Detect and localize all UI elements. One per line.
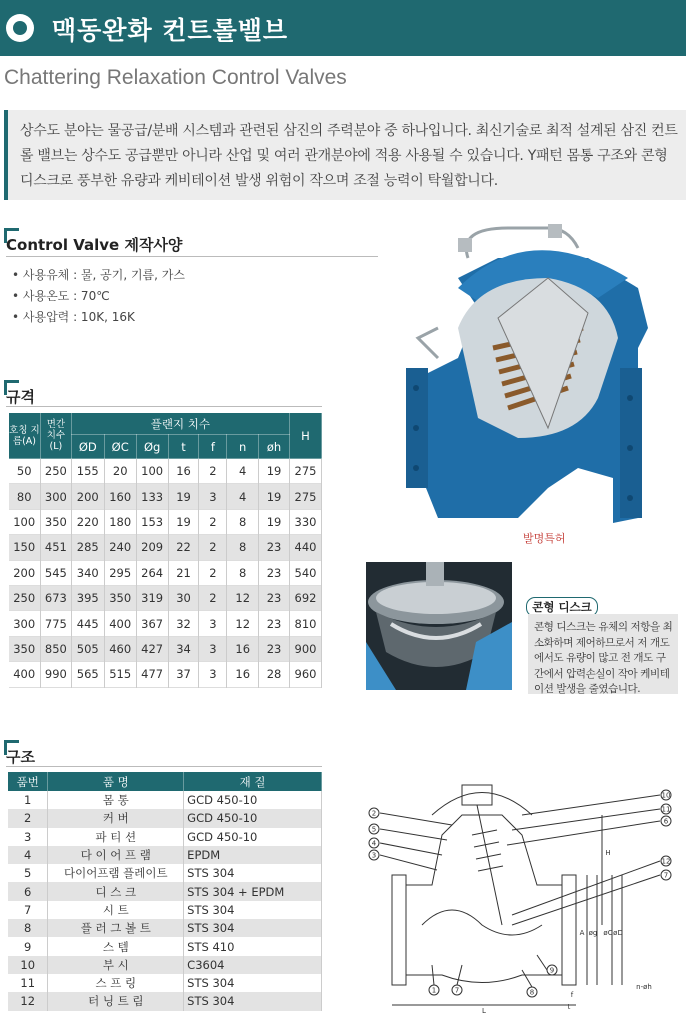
- size-row: [9, 459, 322, 484]
- size-cell: 960: [289, 662, 321, 687]
- col-part-name: 품 명: [48, 772, 184, 791]
- size-cell: 692: [289, 585, 321, 610]
- drawing-label-7b: 7: [454, 986, 460, 995]
- size-cell: 900: [289, 636, 321, 661]
- part-material: STS 304: [184, 864, 322, 882]
- part-name: 스 템: [48, 937, 184, 955]
- size-cell: 540: [289, 560, 321, 585]
- cone-disc-description-box: [528, 614, 678, 694]
- part-name: 커 버: [48, 809, 184, 827]
- part-material: STS 304 + EPDM: [184, 882, 322, 900]
- part-number: 8: [8, 919, 48, 937]
- size-cell: 673: [40, 585, 71, 610]
- size-cell: 155: [71, 459, 104, 484]
- spec-heading: Control Valve 제작사양: [6, 236, 183, 254]
- col-f: f: [199, 435, 227, 459]
- size-cell: 250: [9, 585, 41, 610]
- col-od: ØD: [71, 435, 104, 459]
- size-row: [9, 611, 322, 636]
- part-row: [8, 937, 322, 955]
- part-name: 터 닝 트 림: [48, 992, 184, 1010]
- size-cell: 12: [227, 585, 259, 610]
- size-row: [9, 662, 322, 687]
- size-cell: 23: [259, 585, 290, 610]
- size-cell: 440: [289, 535, 321, 560]
- part-name: 파 티 션: [48, 828, 184, 846]
- size-cell: 3: [199, 636, 227, 661]
- size-cell: 19: [259, 459, 290, 484]
- size-cell: 545: [40, 560, 71, 585]
- drawing-label-2: 2: [371, 809, 377, 818]
- size-row: [9, 535, 322, 560]
- size-cell: 23: [259, 535, 290, 560]
- dim-f: f: [570, 991, 574, 999]
- size-cell: 400: [104, 611, 136, 636]
- size-cell: 565: [71, 662, 104, 687]
- part-material: STS 304: [184, 919, 322, 937]
- part-material: STS 304: [184, 974, 322, 992]
- patent-label: 발명특허: [523, 532, 566, 545]
- size-cell: 2: [199, 459, 227, 484]
- part-row: [8, 919, 322, 937]
- part-material: GCD 450-10: [184, 791, 322, 809]
- part-material: STS 304: [184, 992, 322, 1010]
- structure-heading: 구조: [6, 748, 35, 766]
- part-row: [8, 882, 322, 900]
- size-cell: 240: [104, 535, 136, 560]
- part-row: [8, 901, 322, 919]
- part-number: 11: [8, 974, 48, 992]
- col-nominal-size: 호칭 지름(A): [9, 413, 41, 459]
- size-cell: 2: [199, 535, 227, 560]
- drawing-label-6: 6: [663, 817, 669, 826]
- part-number: 12: [8, 992, 48, 1010]
- size-cell: 30: [168, 585, 199, 610]
- part-row: [8, 828, 322, 846]
- size-cell: 330: [289, 509, 321, 534]
- size-cell: 150: [9, 535, 41, 560]
- col-oh: øh: [259, 435, 290, 459]
- size-cell: 2: [199, 560, 227, 585]
- part-material: GCD 450-10: [184, 828, 322, 846]
- dim-h: H: [605, 849, 611, 857]
- size-cell: 16: [227, 662, 259, 687]
- drawing-label-8: 8: [529, 988, 535, 997]
- size-table: [8, 412, 322, 688]
- col-flange: 플랜지 치수: [71, 413, 289, 435]
- header-circle-icon: [6, 14, 34, 42]
- part-name: 플 러 그 볼 트: [48, 919, 184, 937]
- part-material: EPDM: [184, 846, 322, 864]
- part-name: 부 시: [48, 956, 184, 974]
- part-number: 10: [8, 956, 48, 974]
- cone-disc-photo: [366, 562, 512, 690]
- size-cell: 477: [136, 662, 168, 687]
- spec-item-temperature: • 사용온도 : 70℃: [12, 289, 110, 303]
- size-row: [9, 560, 322, 585]
- dim-c: øC: [603, 929, 613, 937]
- part-row: [8, 791, 322, 809]
- drawing-label-5: 5: [371, 825, 377, 834]
- drawing-label-10: 10: [661, 791, 671, 800]
- part-number: 2: [8, 809, 48, 827]
- size-cell: 21: [168, 560, 199, 585]
- size-cell: 350: [104, 585, 136, 610]
- drawing-label-1: 1: [431, 986, 437, 995]
- part-material: STS 410: [184, 937, 322, 955]
- part-number: 9: [8, 937, 48, 955]
- size-cell: 451: [40, 535, 71, 560]
- intro-box: [4, 110, 686, 200]
- size-cell: 350: [9, 636, 41, 661]
- size-divider: [6, 406, 322, 407]
- size-cell: 160: [104, 484, 136, 509]
- col-n: n: [227, 435, 259, 459]
- intro-text: 상수도 분야는 물공급/분배 시스템과 관련된 삼진의 주력분야 중 하나입니다. 최신기술로 최적 설계된 삼진 컨트롤 밸브는 상수도 공급뿐만 아니라 산업 및 여러 관개분야에 적용 사용될 수 있습니다. Y패턴 몸통 구조와 콘형디스크로 풍부한 유량과 케비테이션 발생 위험이 작으며 조절 능력이 탁월합니다.: [20, 123, 678, 189]
- size-cell: 220: [71, 509, 104, 534]
- size-cell: 19: [259, 509, 290, 534]
- page-subtitle: Chattering Relaxation Control Valves: [4, 66, 347, 89]
- drawing-label-11: 11: [661, 805, 671, 814]
- size-cell: 367: [136, 611, 168, 636]
- drawing-label-9: 9: [549, 966, 555, 975]
- size-cell: 775: [40, 611, 71, 636]
- part-material: C3604: [184, 956, 322, 974]
- col-og: Øg: [136, 435, 168, 459]
- dim-l: L: [482, 1007, 486, 1015]
- part-name: 디 스 크: [48, 882, 184, 900]
- size-cell: 153: [136, 509, 168, 534]
- part-row: [8, 974, 322, 992]
- cone-disc-label: 콘형 디스크: [526, 597, 598, 617]
- size-row: [9, 585, 322, 610]
- valve-technical-drawing: [362, 775, 684, 1015]
- size-cell: 285: [71, 535, 104, 560]
- size-cell: 275: [289, 484, 321, 509]
- size-cell: 460: [104, 636, 136, 661]
- size-cell: 810: [289, 611, 321, 636]
- size-row: [9, 484, 322, 509]
- part-material: GCD 450-10: [184, 809, 322, 827]
- size-cell: 2: [199, 585, 227, 610]
- size-cell: 19: [259, 484, 290, 509]
- drawing-label-3: 3: [371, 851, 377, 860]
- size-cell: 209: [136, 535, 168, 560]
- col-material: 재 질: [184, 772, 322, 791]
- size-cell: 3: [199, 662, 227, 687]
- dim-n-h: n-øh: [636, 983, 652, 991]
- part-name: 다이어프램 플레이트: [48, 864, 184, 882]
- size-heading: 규격: [6, 388, 35, 406]
- size-cell: 8: [227, 509, 259, 534]
- size-cell: 80: [9, 484, 41, 509]
- size-cell: 16: [227, 636, 259, 661]
- part-name: 시 트: [48, 901, 184, 919]
- size-cell: 4: [227, 459, 259, 484]
- size-cell: 28: [259, 662, 290, 687]
- part-number: 1: [8, 791, 48, 809]
- spec-item-fluid: • 사용유체 : 물, 공기, 기름, 가스: [12, 268, 185, 282]
- drawing-label-12: 12: [661, 857, 671, 866]
- dim-t: t: [567, 1003, 571, 1011]
- size-cell: 19: [168, 484, 199, 509]
- size-cell: 515: [104, 662, 136, 687]
- size-cell: 264: [136, 560, 168, 585]
- size-cell: 8: [227, 535, 259, 560]
- size-cell: 400: [9, 662, 41, 687]
- col-face-to-face: 면간 치수(L): [40, 413, 71, 459]
- part-material: STS 304: [184, 901, 322, 919]
- size-cell: 300: [40, 484, 71, 509]
- size-cell: 3: [199, 611, 227, 636]
- cone-disc-description: 콘형 디스크는 유체의 저항을 최소화하며 제어하므로서 저 개도에서도 유량이 많고 전 개도 구간에서 압력손실이 작아 케비테이션 발생을 줄였습니다.: [534, 621, 673, 695]
- size-cell: 12: [227, 611, 259, 636]
- size-cell: 37: [168, 662, 199, 687]
- size-cell: 100: [136, 459, 168, 484]
- size-cell: 180: [104, 509, 136, 534]
- valve-cutaway-image: [398, 218, 656, 528]
- size-cell: 133: [136, 484, 168, 509]
- size-cell: 22: [168, 535, 199, 560]
- size-cell: 4: [227, 484, 259, 509]
- size-cell: 20: [104, 459, 136, 484]
- size-cell: 16: [168, 459, 199, 484]
- spec-item-pressure: • 사용압력 : 10K, 16K: [12, 310, 135, 324]
- size-cell: 300: [9, 611, 41, 636]
- size-cell: 34: [168, 636, 199, 661]
- part-name: 몸 통: [48, 791, 184, 809]
- col-t: t: [168, 435, 199, 459]
- part-number: 5: [8, 864, 48, 882]
- size-cell: 505: [71, 636, 104, 661]
- dim-a: A: [579, 929, 585, 937]
- part-number: 4: [8, 846, 48, 864]
- size-cell: 50: [9, 459, 41, 484]
- size-row: [9, 509, 322, 534]
- size-cell: 8: [227, 560, 259, 585]
- size-cell: 990: [40, 662, 71, 687]
- size-cell: 19: [168, 509, 199, 534]
- size-cell: 319: [136, 585, 168, 610]
- structure-divider: [6, 766, 322, 767]
- size-cell: 23: [259, 560, 290, 585]
- size-cell: 3: [199, 484, 227, 509]
- col-oc: ØC: [104, 435, 136, 459]
- part-row: [8, 809, 322, 827]
- part-number: 3: [8, 828, 48, 846]
- page-title: 맥동완화 컨트롤밸브: [52, 16, 289, 45]
- part-number: 6: [8, 882, 48, 900]
- size-cell: 427: [136, 636, 168, 661]
- size-cell: 395: [71, 585, 104, 610]
- size-cell: 200: [71, 484, 104, 509]
- size-cell: 295: [104, 560, 136, 585]
- size-cell: 32: [168, 611, 199, 636]
- size-cell: 23: [259, 611, 290, 636]
- size-cell: 445: [71, 611, 104, 636]
- size-cell: 275: [289, 459, 321, 484]
- part-row: [8, 992, 322, 1010]
- size-cell: 250: [40, 459, 71, 484]
- part-name: 스 프 링: [48, 974, 184, 992]
- part-name: 다 이 어 프 램: [48, 846, 184, 864]
- drawing-label-4: 4: [371, 839, 377, 848]
- size-cell: 100: [9, 509, 41, 534]
- size-cell: 850: [40, 636, 71, 661]
- col-h: H: [289, 413, 321, 459]
- size-row: [9, 636, 322, 661]
- dim-d: øD: [613, 929, 623, 937]
- size-cell: 200: [9, 560, 41, 585]
- col-part-no: 품번: [8, 772, 48, 791]
- page-header: [0, 0, 686, 56]
- drawing-label-7: 7: [663, 871, 669, 880]
- spec-divider: [6, 256, 378, 257]
- part-row: [8, 864, 322, 882]
- size-cell: 23: [259, 636, 290, 661]
- parts-table: [8, 772, 322, 1011]
- size-cell: 2: [199, 509, 227, 534]
- dim-g: øg: [588, 929, 598, 937]
- part-row: [8, 956, 322, 974]
- size-cell: 340: [71, 560, 104, 585]
- part-row: [8, 846, 322, 864]
- part-number: 7: [8, 901, 48, 919]
- size-cell: 350: [40, 509, 71, 534]
